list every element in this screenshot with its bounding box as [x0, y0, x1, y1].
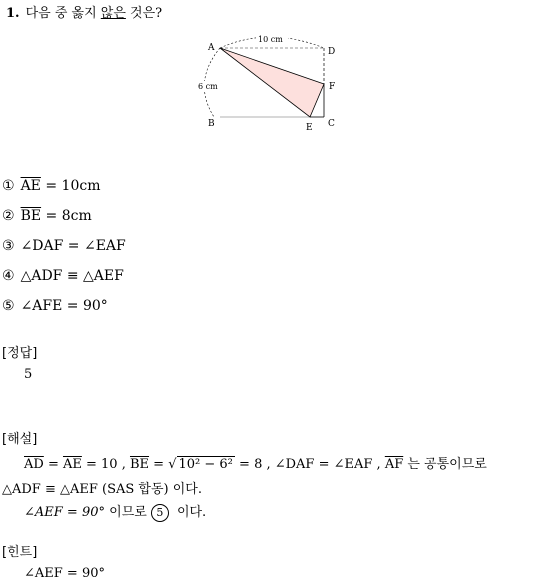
- seg-AD: $\overline{AD}$: [24, 457, 44, 472]
- option-2-number: ②: [2, 208, 15, 224]
- option-2-rest: = 8cm: [41, 208, 92, 224]
- triangle-AEF: [220, 48, 324, 117]
- hint-content: ∠AEF = 90°: [24, 566, 105, 581]
- option-1-rest: = 10cm: [40, 178, 101, 194]
- option-1-segment: $\overline{AE}$: [20, 178, 41, 194]
- eq-2: = 10 ,: [81, 457, 130, 472]
- label-A: A: [208, 43, 215, 53]
- option-4-number: ④: [2, 268, 15, 284]
- rectangle-fold-figure: [194, 30, 344, 140]
- sqrt-radicand: 10² − 6²: [178, 457, 233, 472]
- sqrt-expression: √ 10² − 6²: [168, 457, 233, 472]
- question-title: [6, 2, 162, 21]
- option-3[interactable]: [2, 238, 126, 254]
- eq-3: =: [149, 457, 169, 472]
- explanation-heading: [해설]: [2, 432, 38, 447]
- label-C: C: [328, 119, 335, 129]
- answer-value: 5: [24, 367, 33, 382]
- option-5-content: ∠AFE = 90°: [20, 298, 108, 314]
- seg-BE: $\overline{BE}$: [129, 457, 150, 472]
- left-length-label: 6 cm: [198, 82, 218, 91]
- explanation-line-3: [24, 501, 206, 522]
- eq-tail: 는 공통이므로: [403, 457, 487, 472]
- option-1-number: ①: [2, 178, 15, 194]
- option-2[interactable]: [2, 208, 92, 224]
- eq-rest: = 8 , ∠DAF = ∠EAF ,: [234, 457, 385, 472]
- question-text-before: 다음 중 옳지: [25, 6, 101, 21]
- explanation-line-2: △ADF ≡ △AEF (SAS 합동) 이다.: [2, 482, 202, 497]
- label-F: F: [329, 82, 336, 92]
- eq-1: =: [43, 457, 63, 472]
- option-2-segment: $\overline{BE}$: [20, 208, 42, 224]
- option-5-number: ⑤: [2, 298, 15, 314]
- explanation-expr: ∠AEF = 90°: [24, 505, 105, 520]
- seg-AE: $\overline{AE}$: [62, 457, 82, 472]
- label-D: D: [328, 47, 336, 57]
- option-3-number: ③: [2, 238, 15, 254]
- explanation-mid: 이므로: [105, 505, 147, 520]
- question-text-after: 것은?: [125, 6, 163, 21]
- explanation-line-1: [24, 453, 487, 472]
- option-5[interactable]: [2, 298, 108, 314]
- label-E: E: [306, 123, 313, 133]
- option-4[interactable]: [2, 268, 124, 284]
- answer-circle: 5: [151, 504, 169, 522]
- explanation-tail: 이다.: [172, 505, 207, 520]
- label-B: B: [208, 119, 215, 129]
- option-4-content: △ADF ≡ △AEF: [20, 268, 124, 284]
- top-length-label: 10 cm: [258, 35, 283, 44]
- seg-AF: $\overline{AF}$: [384, 457, 404, 472]
- option-1[interactable]: [2, 178, 100, 194]
- option-3-content: ∠DAF = ∠EAF: [20, 238, 126, 254]
- question-text-underlined: 않은: [100, 6, 126, 21]
- question-number: 1.: [6, 6, 20, 21]
- answer-heading: [정답]: [2, 346, 38, 361]
- hint-heading: [힌트]: [2, 545, 38, 560]
